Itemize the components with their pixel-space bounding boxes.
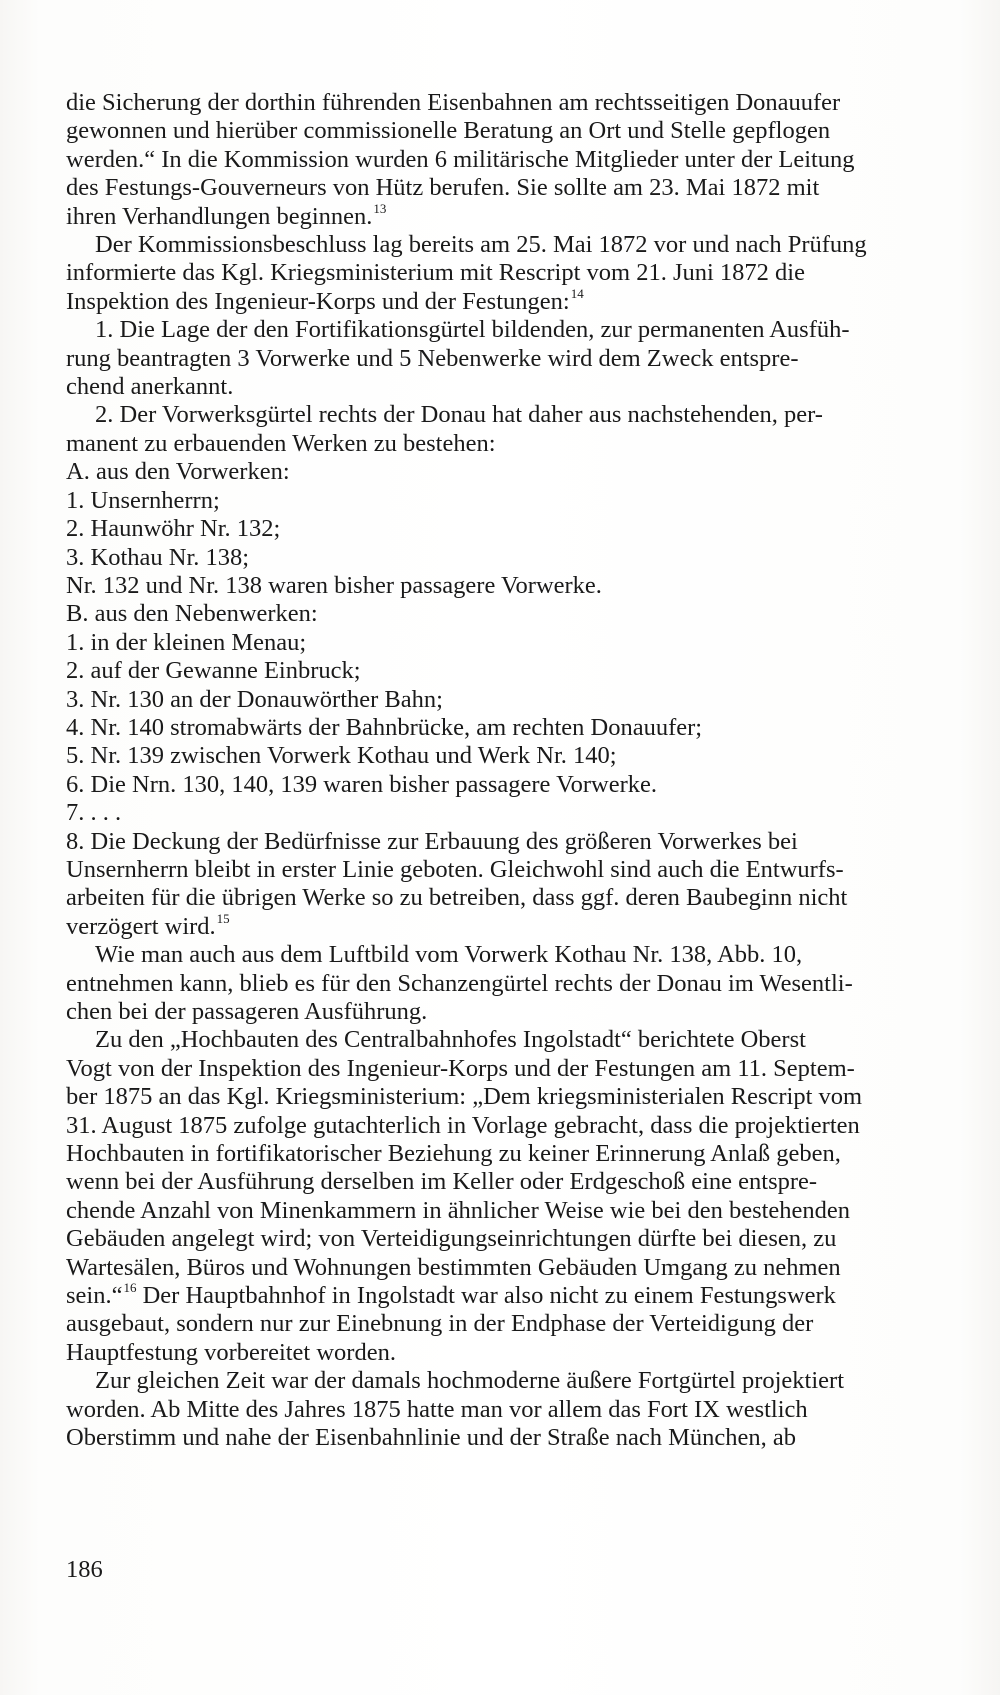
line-text: 4. Nr. 140 stromabwärts der Bahnbrücke, am rechten Donauufer; xyxy=(66,713,703,741)
line-text: chen bei der passageren Ausführung. xyxy=(66,998,428,1025)
line-text: arbeiten für die übrigen Werke so zu betreiben, dass ggf. deren Baubeginn nicht xyxy=(66,884,848,912)
text-line xyxy=(66,1225,966,1253)
line-text: Hauptfestung vorbereitet worden. xyxy=(66,1338,396,1366)
text-line xyxy=(66,1367,966,1395)
text-line xyxy=(66,799,966,827)
line-text: Der Hauptbahnhof in Ingolstadt war also nicht zu einem Festungswerk xyxy=(136,1282,836,1310)
line-text: 6. Die Nrn. 130, 140, 139 waren bisher passagere Vorwerke. xyxy=(66,770,658,798)
text-line xyxy=(66,629,966,657)
line-text: Zur gleichen Zeit war der damals hochmoderne äußere Fortgürtel projektiert xyxy=(95,1367,844,1395)
text-line xyxy=(66,1424,966,1452)
text-line xyxy=(66,117,966,145)
line-text: ber 1875 an das Kgl. Kriegsministerium: „Dem kriegsministerialen Rescript vom xyxy=(66,1083,863,1111)
text-line xyxy=(66,544,966,572)
text-line xyxy=(66,146,966,174)
line-text: Hochbauten in fortifikatorischer Beziehung zu keiner Erinnerung Anlaß geben, xyxy=(66,1140,841,1168)
line-text: 2. auf der Gewanne Einbruck; xyxy=(66,657,361,685)
text-line xyxy=(66,998,966,1026)
line-text: werden.“ In die Kommission wurden 6 militärische Mitglieder unter der Leitung xyxy=(66,145,855,173)
line-text: chende Anzahl von Minenkammern in ähnlicher Weise wie bei den bestehenden xyxy=(66,1196,851,1224)
line-text: Wie man auch aus dem Luftbild vom Vorwerk Kothau Nr. 138, Abb. 10, xyxy=(95,941,803,969)
text-line xyxy=(66,401,966,429)
text-line xyxy=(66,1168,966,1196)
text-line xyxy=(66,1282,966,1310)
footnote-marker: 14 xyxy=(570,285,584,301)
line-text: Gebäuden angelegt wird; von Verteidigungseinrichtungen dürfte bei diesen, zu xyxy=(66,1225,837,1253)
line-text: B. aus den Nebenwerken: xyxy=(66,600,318,628)
line-text: Vogt von der Inspektion des Ingenieur-Korps und der Festungen am 11. Septem- xyxy=(66,1054,855,1082)
line-text: die Sicherung der dorthin führenden Eisenbahnen am rechtsseitigen Donauufer xyxy=(66,89,841,116)
line-text: Inspektion des Ingenieur-Korps und der Festungen: xyxy=(66,287,570,315)
line-text: Oberstimm und nahe der Eisenbahnlinie und der Straße nach München, ab xyxy=(66,1424,797,1452)
text-line xyxy=(66,884,966,912)
text-line xyxy=(66,1083,966,1111)
footnote-marker: 15 xyxy=(216,910,230,926)
line-text: verzögert wird. xyxy=(66,912,216,940)
line-text: wenn bei der Ausführung derselben im Keller oder Erdgeschoß eine entspre- xyxy=(66,1168,818,1196)
text-line xyxy=(66,828,966,856)
text-line xyxy=(66,1197,966,1225)
text-line xyxy=(66,430,966,458)
line-text: Zu den „Hochbauten des Centralbahnhofes Ingolstadt“ berichtete Oberst xyxy=(95,1026,806,1054)
text-line xyxy=(66,1140,966,1168)
text-line xyxy=(66,600,966,628)
text-line xyxy=(66,941,966,969)
line-text: A. aus den Vorwerken: xyxy=(66,458,290,486)
text-line xyxy=(66,856,966,884)
text-line xyxy=(66,686,966,714)
text-line xyxy=(66,515,966,543)
footnote-marker: 16 xyxy=(123,1280,137,1296)
text-line xyxy=(66,1310,966,1338)
body-text xyxy=(66,89,966,1453)
line-text: des Festungs-Gouverneurs von Hütz berufen. Sie sollte am 23. Mai 1872 mit xyxy=(66,174,820,202)
text-line xyxy=(66,231,966,259)
line-text: ausgebaut, sondern nur zur Einebnung in der Endphase der Verteidigung der xyxy=(66,1310,814,1338)
line-text: 31. August 1875 zufolge gutachterlich in Vorlage gebracht, dass die projektierten xyxy=(66,1111,860,1139)
text-line xyxy=(66,1396,966,1424)
text-line xyxy=(66,1339,966,1367)
line-text: rung beantragten 3 Vorwerke und 5 Nebenwerke wird dem Zweck entspre- xyxy=(66,344,799,372)
text-line xyxy=(66,259,966,287)
line-text: 7. . . . xyxy=(66,799,122,827)
text-line xyxy=(66,1055,966,1083)
text-line xyxy=(66,345,966,373)
line-text: 5. Nr. 139 zwischen Vorwerk Kothau und Werk Nr. 140; xyxy=(66,742,617,770)
text-line xyxy=(66,458,966,486)
line-text: informierte das Kgl. Kriegsministerium mit Rescript vom 21. Juni 1872 die xyxy=(66,259,805,287)
line-text: 1. Die Lage der den Fortifikationsgürtel bildenden, zur permanenten Ausfüh- xyxy=(95,316,850,344)
text-line xyxy=(66,316,966,344)
line-text: Wartesälen, Büros und Wohnungen bestimmten Gebäuden Umgang zu nehmen xyxy=(66,1253,841,1281)
text-line xyxy=(66,285,966,316)
text-line xyxy=(66,1112,966,1140)
text-line xyxy=(66,771,966,799)
line-text: sein.“ xyxy=(66,1282,123,1310)
page-number: 186 xyxy=(66,1556,103,1583)
line-text: 1. in der kleinen Menau; xyxy=(66,628,307,656)
line-text: 3. Kothau Nr. 138; xyxy=(66,543,250,571)
line-text: 2. Haunwöhr Nr. 132; xyxy=(66,515,281,543)
line-text: chend anerkannt. xyxy=(66,373,234,401)
line-text: Unsernherrn bleibt in erster Linie geboten. Gleichwohl sind auch die Entwurfs- xyxy=(66,855,844,883)
line-text: ihren Verhandlungen beginnen. xyxy=(66,202,373,230)
text-line xyxy=(66,1254,966,1282)
text-line xyxy=(66,200,966,231)
text-line xyxy=(66,373,966,401)
line-text: Der Kommissionsbeschluss lag bereits am 25. Mai 1872 vor und nach Prüfung xyxy=(95,231,867,259)
line-text: 1. Unsernherrn; xyxy=(66,486,220,514)
line-text: 8. Die Deckung der Bedürfnisse zur Erbauung des größeren Vorwerkes bei xyxy=(66,827,798,855)
footnote-marker: 13 xyxy=(373,200,387,216)
text-line xyxy=(66,657,966,685)
text-line xyxy=(66,487,966,515)
line-text: entnehmen kann, blieb es für den Schanzengürtel rechts der Donau im Wesentli- xyxy=(66,969,853,997)
text-line xyxy=(66,572,966,600)
text-line xyxy=(66,89,966,117)
text-line xyxy=(66,970,966,998)
text-line xyxy=(66,1026,966,1054)
text-line xyxy=(66,174,966,202)
line-text: gewonnen und hierüber commissionelle Beratung an Ort und Stelle gepflogen xyxy=(66,117,831,145)
line-text: 2. Der Vorwerksgürtel rechts der Donau hat daher aus nachstehenden, per- xyxy=(95,401,823,429)
line-text: manent zu erbauenden Werken zu bestehen: xyxy=(66,429,496,457)
text-line xyxy=(66,714,966,742)
line-text: worden. Ab Mitte des Jahres 1875 hatte man vor allem das Fort IX westlich xyxy=(66,1395,808,1423)
line-text: 3. Nr. 130 an der Donauwörther Bahn; xyxy=(66,685,443,713)
text-line xyxy=(66,742,966,770)
line-text: Nr. 132 und Nr. 138 waren bisher passagere Vorwerke. xyxy=(66,571,602,599)
text-line xyxy=(66,910,966,941)
